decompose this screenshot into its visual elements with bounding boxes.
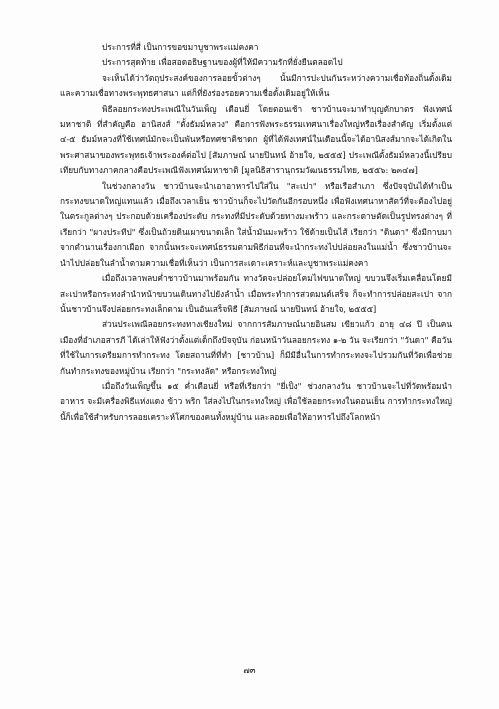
- body-text: [60, 40, 452, 425]
- paragraph-4: พิธีลอยกระทงประเพณีในวันเพ็ญ เดือนยี่ โดยตอนเช้า ชาวบ้านจะมาทำบุญตักบาตร ฟังเทศน์มหาชาติ ที่สำคัญคือ อานิสงส์ "ตั้งธัมม์หลวง" คือการฟังพระธรรมเทศนาเรื่องใหญ่หรือเรื่องสำคัญ เริ่มตั้งแต่ ๔-๕ ธัมม์หลวงที่ใช้เทศน์มักจะเป็นพันหรือทศชาติชาดก ผู้ที่ได้ฟังเทศน์ในเดือนนี้จะได้อานิสงส์มากจะได้เกิดในพระศาสนาของพระพุทธเจ้าพระองค์ต่อไป [สัมภาษณ์ นายปินทน์ อ้ายใจ, ๒๕๕๕] ประเพณีตั้งธัมม์หลวงนี้เปรียบเทียบกับทางภาคกลางคือประเพณีฟังเทศน์มหาชาติ [มูลนิธิสารานุกรมวัฒนธรรมไทย, ๒๕๕๖: ๒๓๔๗]: [60, 103, 452, 176]
- paragraph-8: เมื่อถึงวันเพ็ญขึ้น ๑๕ ค่ำเดือนยี่ หรือที่เรียกว่า "ยี่เป็ง" ช่วงกลางวัน ชาวบ้านจะไปที่วัดพร้อมนำอาหาร จะมีเครื่องพิธีแห่งแดง ข้าว พริก ใส่ลงไปในกระทงใหญ่ เพื่อใช้ลอยกระทงในตอนเย็น การทำกระทงใหญ่นี้ก็เพื่อใช้สำหรับการลอยเคราะห์โศกของคนทั้งหมู่บ้าน และลอยเพื่อให้อาหารไปถึงโลกหน้า: [60, 380, 452, 422]
- paragraph-6: เมื่อถึงเวลาพลบค่ำชาวบ้านมาพร้อมกัน ทางวัดจะปล่อยโคมไฟขนาดใหญ่ ขบวนจึงเริ่มเคลื่อนโดยมีสะเปาหรือกระทงลำนำหน้าขบวนเดินทางไปยังลำน้ำ เมื่อพระทำการสวดมนต์เสร็จ ก็จะทำการปล่อยสะเปา จากนั้นชาวบ้านจึงปล่อยกระทงเล็กตาม เป็นอันเสร็จพิธี [สัมภาษณ์ นายปินทน์ อ้ายใจ, ๒๕๕๕]: [60, 273, 452, 314]
- paragraph-3: จะเห็นได้ว่าวัตถุประสงค์ของการลอยขั้วต่างๆ นั้นมีการปะปนกันระหว่างความเชื่อท้องถิ่นดั้งเดิม และความเชื่อทางพระพุทธศาสนา แต่ก็ที่ยังร่องรอยความเชื่อดั้งเดิมอยู่ให้เห็น: [60, 72, 452, 99]
- paragraph-5: ในช่วงกลางวัน ชาวบ้านจะนำเอาอาหารไปใส่ใน "สะเปา" หรือเรือสำเภา ซึ่งปัจจุบันได้ทำเป็นกระทงขนาดใหญ่แทนแล้ว เมื่อถึงเวลาเย็น ชาวบ้านก็จะไปวัดกันอีกรอบหนึ่ง เพื่อฟังเทศนาหาสัตว์ที่จะต้องไปอยู่ในตระกูลต่างๆ ประกอบด้วยเครื่องประดับ กระทงที่มีประดับด้วยทางมะพร้าว และกระดาษตัดเป็นรูปทรงต่างๆ ที่เรียกว่า "ผางประทีป" ซึ่งเป็นถ้วยดินเผาขนาดเล็ก ใส่น้ำมันมะพร้าว ใช้ด้ายเป็นไส้ เรียกว่า "ดินดา" ซึ่งมีกาบมาจากตำนานเรื่องกาเผือก จากนั้นพระจะเทศน์ธรรมตามพิธีก่อนที่จะนำกระทงไปปล่อยลงในแม่น้ำ ซึ่งชาวบ้านจะนำไปปล่อยในลำน้ำตามความเชื่อที่เห็นว่า เป็นการสะเดาะเคราะห์และบูชาพระแม่คงคา: [60, 180, 452, 268]
- paragraph-1: ประการที่สี่ เป็นการขอขมาบูชาพระแม่คงคา: [102, 42, 259, 52]
- page-number: ๗๓: [243, 666, 256, 676]
- paragraph-2: ประการสุดท้าย เพื่อสอดอธิษฐานของผู้ที่ให้มีความรักที่ยั่งยืนตลอดไป: [102, 57, 343, 68]
- paragraph-7: ส่วนประเพณีลอยกระทงทางเชียงใหม่ จากการสัมภาษณ์นายอินสม เขียวแก้ว อายุ ๔๘ ปี เป็นคนเมืองที่อำเภอสารภี ได้เล่าให้ฟังว่าตั้งแต่เด็กถึงปัจจุบัน ก่อนหน้าวันลอยกระทง ๑-๒ วัน จะเรียกว่า "วันดา" คือวันที่ใช้ในการเตรียมการทำกระทง โดยสถานที่ที่ทำ [ชาวบ้าน] ก็มีมีอื่นในการทำกระทงจะไปรวมกันที่วัดเพื่อช่วยกันทำกระทงของหมู่บ้าน เรียกว่า "กระทงลัด" หรือกระทงใหญ่: [60, 319, 452, 376]
